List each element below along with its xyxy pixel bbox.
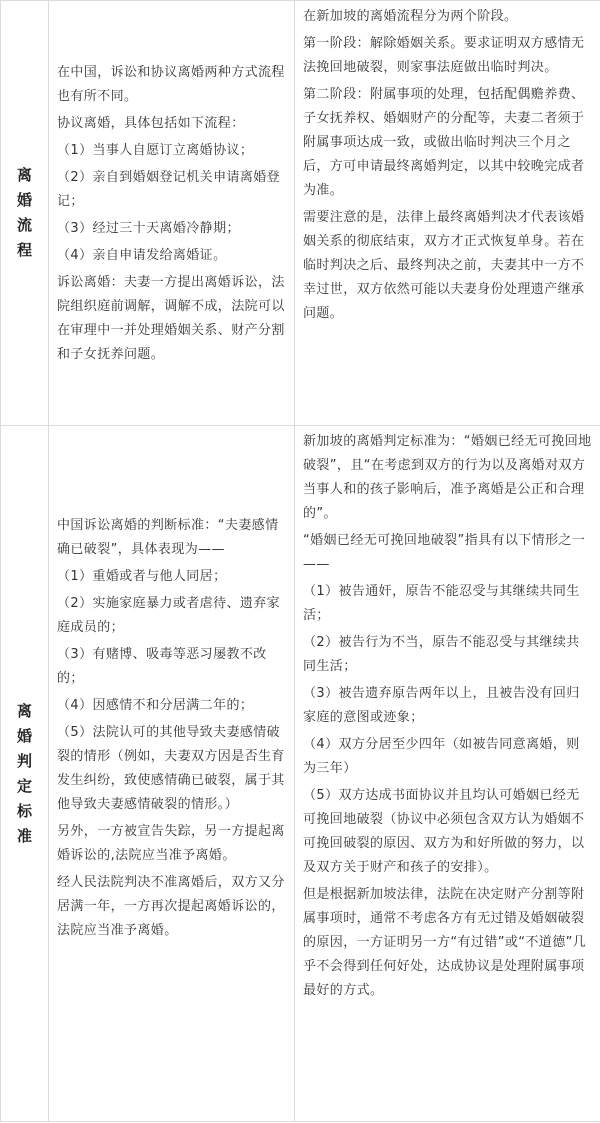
singapore-process-paragraph: 第二阶段：附属事项的处理，包括配偶赡养费、子女抚养权、婚姻财产的分配等，夫妻二者须于附属事项达成一致，或做出临时判决三个月之后，方可申请最终离婚判定，以其中较晚完成者为准。 (303, 87, 585, 198)
china-criteria-paragraph: （3）有赌博、吸毒等恶习屡教不改的； (57, 647, 267, 686)
china-criteria-paragraph: 中国诉讼离婚的判断标准：“夫妻感情确已破裂”，具体表现为—— (57, 518, 279, 557)
label-char: 婚 (16, 726, 32, 745)
singapore-criteria-paragraph: 但是根据新加坡法律，法院在决定财产分割等附属事项时，通常不考虑各方有无过错及婚姻破裂的原因，一方证明另一方“有过错”或“不道德”几乎不会得到任何好处，达成协议是处理附属事项最好的方式。 (303, 887, 587, 998)
singapore-process-paragraph: 在新加坡的离婚流程分为两个阶段。 (303, 9, 518, 24)
label-char: 离 (16, 701, 32, 720)
table-row-divorce-criteria (1, 426, 600, 1122)
china-process-paragraph: 诉讼离婚：夫妻一方提出离婚诉讼，法院组织庭前调解，调解不成，法院可以在审理中一并处理婚姻关系、财产分割和子女抚养问题。 (57, 275, 285, 362)
china-process-cell (49, 1, 295, 426)
china-process-paragraph: （2）亲自到婚姻登记机关申请离婚登记； (57, 170, 281, 209)
row-label-divorce-criteria (1, 426, 49, 1122)
china-criteria-paragraph: （4）因感情不和分居满二年的； (57, 698, 254, 713)
singapore-criteria-paragraph: （5）双方达成书面协议并且均认可婚姻已经无可挽回地破裂（协议中必须包含双方认为婚姻不可挽回破裂的原因、双方为和好所做的努力，以及双方关于财产和孩子的安排）。 (303, 788, 585, 875)
row-label-divorce-process (1, 1, 49, 426)
china-criteria-paragraph: 经人民法院判决不准离婚后，双方又分居满一年，一方再次提起离婚诉讼的，法院应当准予离婚。 (57, 875, 285, 938)
singapore-process-cell (295, 1, 600, 426)
singapore-criteria-paragraph: （1）被告通奸，原告不能忍受与其继续共同生活； (303, 584, 580, 623)
label-char: 婚 (16, 191, 32, 209)
label-char: 流 (16, 216, 32, 234)
china-criteria-paragraph: （5）法院认可的其他导致夫妻感情破裂的情形（例如，夫妻双方因是否生育发生纠纷，致使感情确已破裂，属于其他导致夫妻感情破裂的情形。） (57, 725, 285, 812)
china-process-paragraph: 协议离婚，具体包括如下流程： (57, 116, 245, 131)
singapore-criteria-paragraph: （4）双方分居至少四年（如被告同意离婚，则为三年） (303, 737, 580, 776)
singapore-criteria-cell (295, 426, 600, 1122)
singapore-process-paragraph: 需要注意的是，法律上最终离婚判决才代表该婚姻关系的彻底结束，双方才正式恢复单身。若在临时判决之后、最终判决之前，夫妻其中一方不幸过世，双方依然可能以夫妻身份处理遗产继承问题。 (303, 210, 585, 321)
label-char: 标 (16, 801, 32, 820)
singapore-process-paragraph: 第一阶段：解除婚姻关系。要求证明双方感情无法挽回地破裂，则家事法庭做出临时判决。 (303, 36, 585, 75)
china-process-paragraph: （4）亲自申请发给离婚证。 (57, 248, 227, 263)
label-char: 离 (16, 166, 32, 184)
label-char: 程 (16, 241, 32, 259)
singapore-criteria-paragraph: “婚姻已经无可挽回地破裂”指具有以下情形之一—— (303, 533, 586, 572)
singapore-criteria-paragraph: 新加坡的离婚判定标准为：“婚姻已经无可挽回地破裂”，且“在考虑到双方的行为以及离婚对双方当事人和的孩子影响后，准予离婚是公正和合理的”。 (303, 434, 592, 521)
label-char: 定 (16, 776, 32, 795)
label-char: 准 (16, 826, 32, 845)
china-criteria-paragraph: 另外，一方被宣告失踪，另一方提起离婚诉讼的,法院应当准予离婚。 (57, 824, 285, 863)
china-process-paragraph: 在中国，诉讼和协议离婚两种方式流程也有所不同。 (57, 65, 285, 104)
china-process-paragraph: （3）经过三十天离婚冷静期； (57, 221, 240, 236)
china-process-paragraph: （1）当事人自愿订立离婚协议； (57, 143, 254, 158)
label-char: 判 (16, 751, 32, 770)
singapore-criteria-paragraph: （3）被告遗弃原告两年以上，且被告没有回归家庭的意图或迹象； (303, 686, 580, 725)
singapore-criteria-paragraph: （2）被告行为不当，原告不能忍受与其继续共同生活； (303, 635, 580, 674)
table-row-divorce-process (1, 1, 600, 426)
china-criteria-cell (49, 426, 295, 1122)
china-criteria-paragraph: （2）实施家庭暴力或者虐待、遗弃家庭成员的； (57, 596, 281, 635)
china-criteria-paragraph: （1）重婚或者与他人同居； (57, 569, 227, 584)
